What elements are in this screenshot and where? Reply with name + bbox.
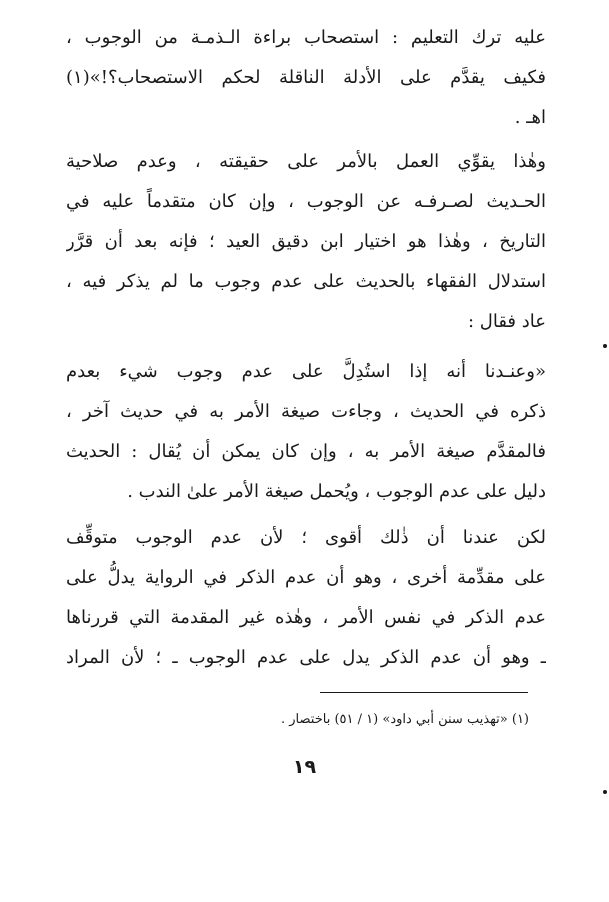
text-line: عليه ترك التعليم : استصحاب براءة الـذمـة من الوجوب ، <box>66 27 546 48</box>
paragraph-1 <box>66 18 546 138</box>
page-number: ١٩ <box>292 756 317 778</box>
text-line: وهٰذا يقوِّي العمل بالأمر على حقيقته ، وعدم صلاحية <box>66 151 546 172</box>
text-line: اهـ . <box>514 107 546 128</box>
text-line: استدلال الفقهاء بالحديث على عدم وجوب ما لم يذكر فيه ، <box>66 271 546 292</box>
text-line: ذكره في الحديث ، وجاءت صيغة الأمر به في حديث آخر ، <box>66 401 546 422</box>
margin-dot <box>603 344 607 348</box>
paragraph-3 <box>66 352 546 512</box>
paragraph-4 <box>66 518 546 678</box>
footnote: (١) «تهذيب سنن أبي داود» (١ / ٥١) باختصار . <box>281 712 529 727</box>
margin-dot <box>603 790 607 794</box>
text-line: عاد فقال : <box>467 311 546 332</box>
footnote-divider <box>320 692 528 693</box>
text-line: دليل على عدم الوجوب ، ويُحمل صيغة الأمر علىٰ الندب . <box>127 481 546 502</box>
text-line: عدم الذكر في نفس الأمر ، وهٰذه غير المقدمة التي قررناها <box>66 607 546 628</box>
text-line: «وعنـدنا أنه إذا استُدِلَّ على عدم وجوب شيء بعدم <box>66 361 546 382</box>
text-line: فكيف يقدَّم على الأدلة الناقلة لحكم الاستصحاب؟!»(١) <box>66 67 546 88</box>
text-line: لكن عندنا أن ذٰلك أقوى ؛ لأن عدم الوجوب متوقِّف <box>66 527 546 548</box>
text-line: الحـديث لصـرفـه عن الوجوب ، وإن كان متقدماً عليه في <box>66 191 546 212</box>
text-line: على مقدِّمة أخرى ، وهو أن عدم الذكر في الرواية يدلُّ على <box>66 567 546 588</box>
text-line: التاريخ ، وهٰذا هو اختيار ابن دقيق العيد ؛ فإنه بعد أن قرَّر <box>66 231 546 252</box>
text-line: ـ وهو أن عدم الذكر يدل على عدم الوجوب ـ ؛ لأن المراد <box>66 647 546 668</box>
paragraph-2 <box>66 142 546 342</box>
text-line: فالمقدَّم صيغة الأمر به ، وإن كان يمكن أن يُقال : الحديث <box>66 441 546 462</box>
